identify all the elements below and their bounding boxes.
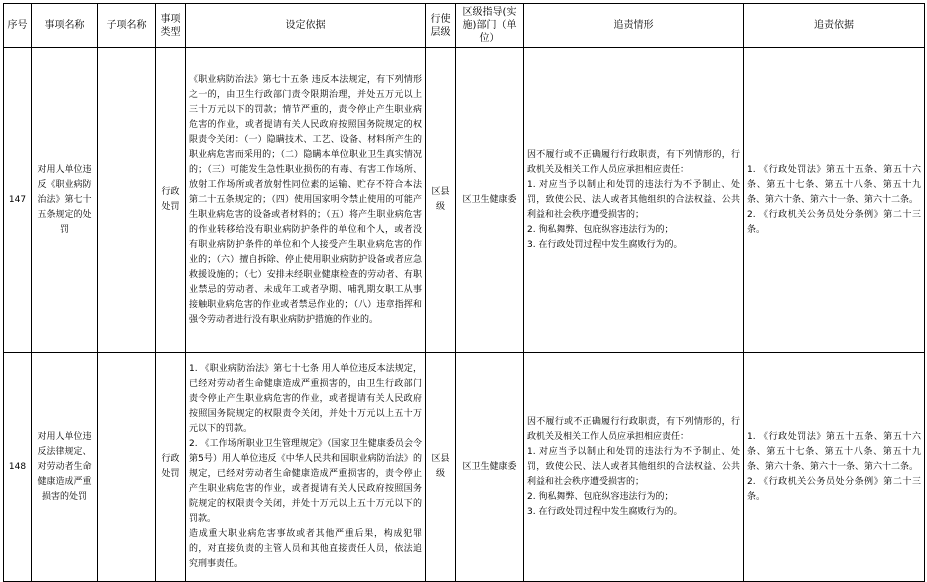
- level-cell: 区县级: [426, 353, 456, 582]
- accountability-basis-item: 1. 《行政处罚法》第五十五条、第五十六条、第五十七条、第五十八条、第五十九条、第六十条、第六十一条、第六十二条。: [747, 431, 921, 472]
- header-row: [4, 4, 925, 48]
- department-cell: 区卫生健康委: [456, 353, 524, 582]
- header-situation: 追责情形: [524, 4, 744, 48]
- basis-cell: [186, 353, 426, 582]
- header-sub-item-name: 子项名称: [98, 4, 156, 48]
- accountability-table: [3, 3, 925, 582]
- item-name-cell: 对用人单位违反《职业病防治法》第七十五条规定的处罚: [32, 48, 98, 353]
- seq-cell: 148: [4, 353, 32, 582]
- accountability-basis-cell: [744, 48, 925, 353]
- situation-item: 2. 徇私舞弊、包庇纵容违法行为的；: [527, 224, 674, 235]
- item-type-cell: 行政处罚: [156, 48, 186, 353]
- header-item-name: 事项名称: [32, 4, 98, 48]
- situation-item: 3. 在行政处罚过程中发生腐败行为的。: [527, 506, 683, 517]
- accountability-basis-item: 2. 《行政机关公务员处分条例》第二十三条。: [747, 476, 921, 502]
- header-basis: 设定依据: [186, 4, 426, 48]
- item-name-cell: 对用人单位违反法律规定、对劳动者生命健康造成严重损害的处罚: [32, 353, 98, 582]
- header-department: 区级指导(实施)部门（单位）: [456, 4, 524, 48]
- header-seq: 序号: [4, 4, 32, 48]
- situation-item: 2. 徇私舞弊、包庇纵容违法行为的；: [527, 491, 674, 502]
- basis-cell: [186, 48, 426, 353]
- table-row: [4, 48, 925, 353]
- level-cell: 区县级: [426, 48, 456, 353]
- accountability-basis-item: 2. 《行政机关公务员处分条例》第二十三条。: [747, 209, 921, 235]
- header-level: 行使层级: [426, 4, 456, 48]
- situation-intro: 因不履行或不正确履行行政职责，有下列情形的，行政机关及相关工作人员应承担相应责任：: [527, 149, 740, 175]
- situation-intro: 因不履行或不正确履行行政职责，有下列情形的，行政机关及相关工作人员应承担相应责任：: [527, 416, 740, 442]
- basis-paragraph: 2. 《工作场所职业卫生管理规定》（国家卫生健康委员会令第5号）用人单位违反《中华人民共和国职业病防治法》的规定，已经对劳动者生命健康造成严重损害的，责令停止产生职业病危害的作业，或者提请有关人民政府按照国务院规定的权限责令关闭，并处十万元以上五十万元以下的罚款。: [189, 439, 422, 524]
- sub-item-name-cell: [98, 353, 156, 582]
- situation-cell: [524, 353, 744, 582]
- header-item-type: 事项类型: [156, 4, 186, 48]
- table-row: [4, 353, 925, 582]
- item-type-cell: 行政处罚: [156, 353, 186, 582]
- situation-item: 1. 对应当予以制止和处罚的违法行为不予制止、处罚，致使公民、法人或者其他组织的合法权益、公共利益和社会秩序遭受损害的；: [527, 179, 740, 220]
- department-cell: 区卫生健康委: [456, 48, 524, 353]
- situation-cell: [524, 48, 744, 353]
- header-accountability-basis: 追责依据: [744, 4, 925, 48]
- situation-item: 1. 对应当予以制止和处罚的违法行为不予制止、处罚，致使公民、法人或者其他组织的合法权益、公共利益和社会秩序遭受损害的；: [527, 446, 740, 487]
- basis-paragraph: 造成重大职业病危害事故或者其他严重后果，构成犯罪的，对直接负责的主管人员和其他直接责任人员，依法追究刑事责任。: [189, 529, 422, 569]
- seq-cell: 147: [4, 48, 32, 353]
- basis-paragraph: 1. 《职业病防治法》第七十七条 用人单位违反本法规定，已经对劳动者生命健康造成严重损害的，由卫生行政部门责令停止产生职业病危害的作业，或者提请有关人民政府按照国务院规定的权限责令关闭，并处十万元以上五十万元以下的罚款。: [189, 364, 422, 434]
- sub-item-name-cell: [98, 48, 156, 353]
- basis-paragraph: 《职业病防治法》第七十五条 违反本法规定，有下列情形之一的，由卫生行政部门责令限期治理，并处五万元以上三十万元以下的罚款；情节严重的，责令停止产生职业病危害的作业，或者提请有关人民政府按照国务院规定的权限责令关闭：（一）隐瞒技术、工艺、设备、材料所产生的职业病危害而采用的；（二）隐瞒本单位职业卫生真实情况的；（三）可能发生急性职业损伤的有毒、有害工作场所、放射工作场所或者放射性同位素的运输、贮存不符合本法第二十五条规定的；（四）使用国家明令禁止使用的可能产生职业病危害的设备或者材料的；（五）将产生职业病危害的作业转移给没有职业病防护条件的单位和个人，或者没有职业病防护条件的单位和个人接受产生职业病危害的作业的；（六）擅自拆除、停止使用职业病防护设备或者应急救援设施的；（七）安排未经职业健康检查的劳动者、有职业禁忌的劳动者、未成年工或者孕期、哺乳期女职工从事接触职业病危害的作业或者禁忌作业的；（八）违章指挥和强令劳动者进行没有职业病防护措施的作业的。: [189, 74, 422, 325]
- accountability-basis-cell: [744, 353, 925, 582]
- accountability-basis-item: 1. 《行政处罚法》第五十五条、第五十六条、第五十七条、第五十八条、第五十九条、第六十条、第六十一条、第六十二条。: [747, 164, 921, 205]
- situation-item: 3. 在行政处罚过程中发生腐败行为的。: [527, 239, 683, 250]
